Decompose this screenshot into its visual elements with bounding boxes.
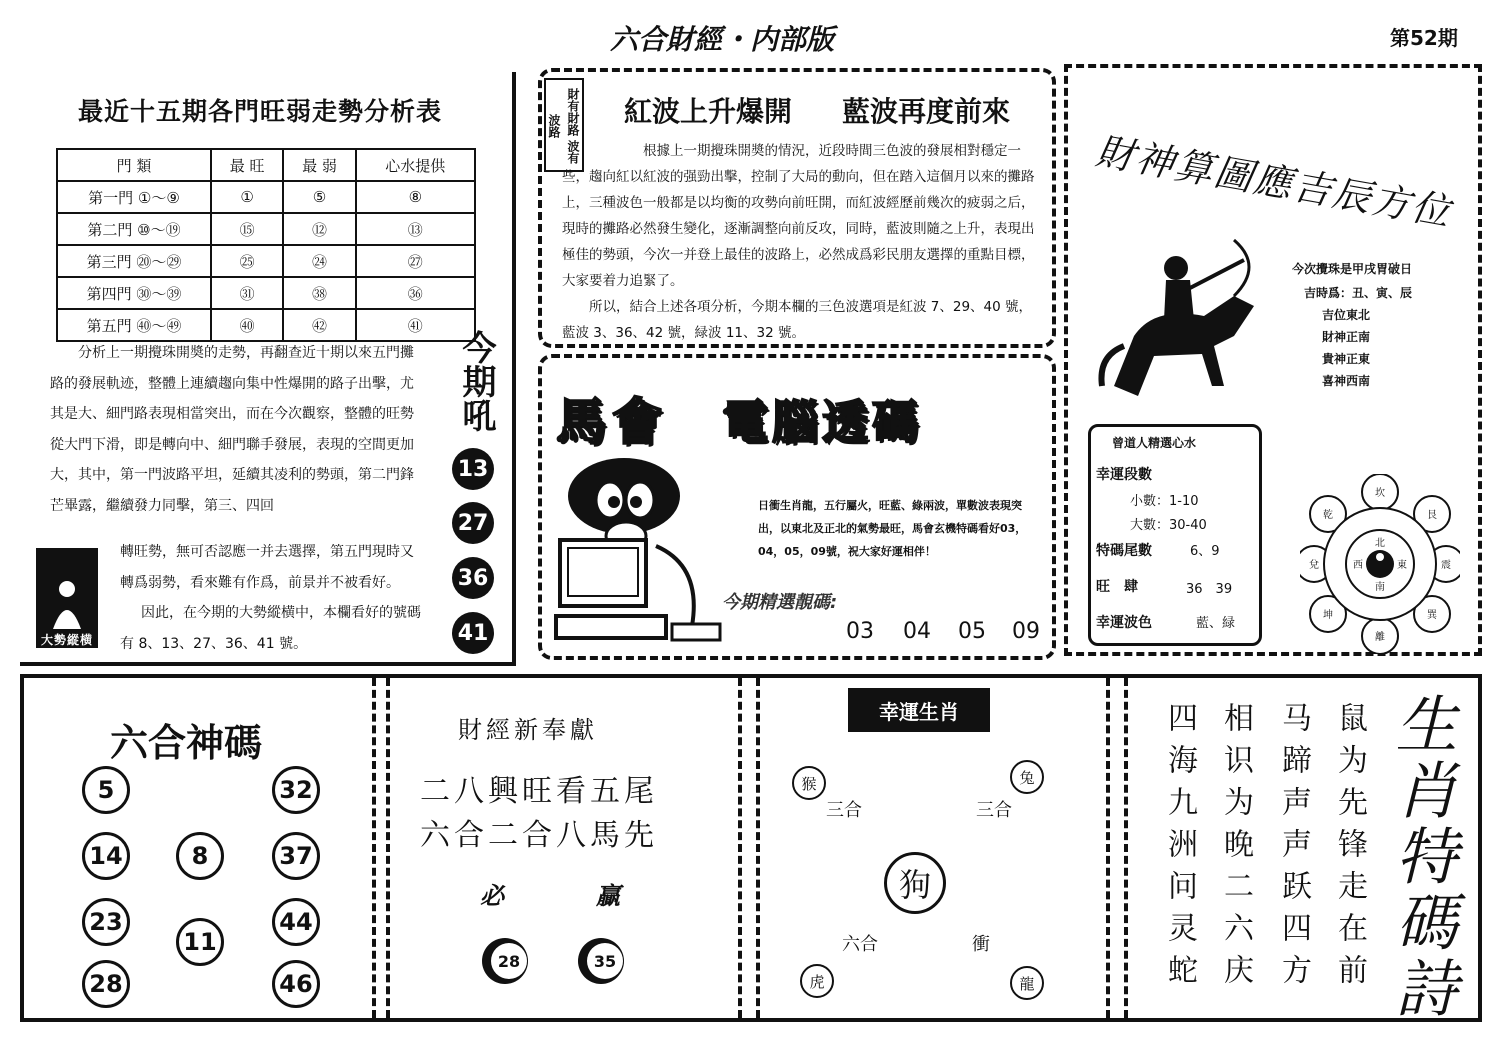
tips-lucky-section-label: 幸運段數 xyxy=(1096,467,1152,483)
shenma-number: 11 xyxy=(176,918,224,966)
wave-headline-1: 紅波上升爆開 xyxy=(624,95,793,128)
shenma-title: 六合神碼 xyxy=(110,721,263,765)
shenma-number: 28 xyxy=(82,960,130,1008)
trend-analysis-text: 分析上一期攪珠開奬的走勢，再翻查近十期以來五門攤路的發展軌迹，整體上連續趨向集中性爆開的路子出擊，尤其是大、細門路表現相當突出，而在今次觀察，整體的旺勢從大門下滑，即是轉向中、細門聯手發展，表現的空間更加大，其中，第一門波路平坦，延續其凌利的勢頭，第二門鋒芒畢露，繼續發力同擊，第三、四回 xyxy=(50,345,414,514)
tips-hot-label: 旺 肆 xyxy=(1096,579,1138,595)
table-row xyxy=(57,181,475,213)
table-cell: ㉛ xyxy=(211,277,283,309)
col-header: 門 類 xyxy=(57,149,211,181)
caijing-number-text: 35 xyxy=(587,943,623,979)
bottom-divider xyxy=(756,678,760,1018)
god-info-line: 吉位東北 xyxy=(1322,308,1371,322)
zodiac-center: 狗 xyxy=(884,852,946,914)
table-cell: 第五門 ㊵～㊾ xyxy=(57,309,211,341)
table-cell: ㊳ xyxy=(283,277,355,309)
caijing-number xyxy=(578,938,624,984)
computer-number: 03 xyxy=(846,619,874,644)
god-info-line: 財神正南 xyxy=(1322,330,1371,344)
trend-analysis-text-2: 轉旺勢，無可否認應一并去選擇，第五門現時又轉爲弱勢，看來難有作爲，前景并不被看好。 xyxy=(120,544,414,591)
caijing-number xyxy=(482,938,528,984)
tips-color-value: 藍、緑 xyxy=(1196,616,1236,631)
compass-petal: 震 xyxy=(1441,560,1451,571)
bottom-divider xyxy=(1106,678,1110,1018)
computer-number: 09 xyxy=(1012,619,1040,644)
shout-number: 27 xyxy=(452,502,494,544)
shenma-number: 14 xyxy=(82,832,130,880)
table-cell: ㊱ xyxy=(356,277,475,309)
tips-title: 曾道人精選心水 xyxy=(1112,436,1197,450)
zodiac-rabbit: 兔 xyxy=(1010,760,1044,794)
col-header: 最 旺 xyxy=(211,149,283,181)
poem-column: 马蹄声声跃四方 xyxy=(1276,702,1311,996)
compass-petal: 兌 xyxy=(1309,560,1319,571)
tips-tail-value: 6、9 xyxy=(1190,544,1220,559)
compass-center-label: 西 xyxy=(1353,560,1363,571)
caijing-bi-label: 必 xyxy=(480,882,504,910)
trend-stamp-text: 大勢縱横 xyxy=(40,633,93,647)
table-row xyxy=(57,213,475,245)
compass-center-label: 南 xyxy=(1375,582,1385,593)
poem-column: 鼠为先锋走在前 xyxy=(1332,702,1367,996)
god-info-line: 吉時爲：丑、寅、辰 xyxy=(1304,286,1413,300)
zodiac-dragon: 龍 xyxy=(1010,966,1044,1000)
buddha-icon xyxy=(47,577,87,631)
shout-number: 41 xyxy=(452,612,494,654)
computer-text: 日衝生肖龍，五行屬火，旺藍、綠兩波，單數波表現突出，以東北及正北的氣勢最旺，馬會玄機特碼看好03，04，05，09號，祝大家好運相伴！ xyxy=(758,499,1027,558)
trend-conclusion-text: 因此，在今期的大勢縱横中，本欄看好的號碼有 8、13、27、36、41 號。 xyxy=(120,605,421,652)
table-cell: ⑮ xyxy=(211,213,283,245)
table-cell: ㉗ xyxy=(356,245,475,277)
tips-small-numbers: 小數：1-10 xyxy=(1130,494,1199,509)
shout-title: 今期吼 xyxy=(456,330,496,432)
table-cell: ㊶ xyxy=(356,309,475,341)
table-cell: ⑫ xyxy=(283,213,355,245)
horseman-archer-illustration xyxy=(1094,236,1274,406)
compass-petal: 乾 xyxy=(1323,510,1333,521)
table-cell: ㊵ xyxy=(211,309,283,341)
caijing-line-2: 六合二合八馬先 xyxy=(420,818,658,853)
compass-petal: 艮 xyxy=(1427,510,1437,521)
bottom-divider xyxy=(738,678,742,1018)
poem-column: 四海九洲问灵蛇 xyxy=(1162,702,1197,996)
shout-number: 36 xyxy=(452,557,494,599)
god-info-title: 今次攪珠是甲戌胃破日 xyxy=(1292,262,1413,276)
table-cell: ㉔ xyxy=(283,245,355,277)
table-cell: 第一門 ①～⑨ xyxy=(57,181,211,213)
table-cell: ㊷ xyxy=(283,309,355,341)
wave-headline-2: 藍波再度前來 xyxy=(842,95,1011,128)
caijing-title: 財經新奉獻 xyxy=(458,716,598,744)
trend-stamp-image xyxy=(36,548,98,648)
shenma-number: 37 xyxy=(272,832,320,880)
shenma-number: 32 xyxy=(272,766,320,814)
poem-column: 相识为晚二六庆 xyxy=(1218,702,1253,996)
col-header: 最 弱 xyxy=(283,149,355,181)
compass-petal: 離 xyxy=(1375,632,1385,643)
trend-table xyxy=(56,148,476,342)
issue-number: 第52期 xyxy=(1390,26,1458,50)
table-row xyxy=(57,245,475,277)
wave-analysis-text: 根據上一期攪珠開奬的情況，近段時間三色波的發展相對穩定一些，趨向紅以紅波的强勁出擊，控制了大局的動向，但在踏入這個月以來的攤路上，三種波色一般都是以均衡的攻勢向前旺開，而紅波經歷前幾次的疲弱之后，現時的攤路必然發生變化，逐漸調整向前反攻，同時，藍波則隨之上升，表現出極佳的勢頭，今次一并登上最佳的波路上，必然成爲彩民朋友選擇的重點目標，大家要着力追緊了。 xyxy=(562,143,1035,289)
compass-center-label: 北 xyxy=(1375,538,1385,549)
bagua-compass xyxy=(1300,474,1460,654)
caijing-line-1: 二八興旺看五尾 xyxy=(420,774,658,809)
bottom-divider xyxy=(386,678,390,1018)
table-cell: 第三門 ⑳～㉙ xyxy=(57,245,211,277)
zodiac-sanhe-right: 三合 xyxy=(976,800,1012,821)
zodiac-title: 幸運生肖 xyxy=(848,688,990,732)
computer-brand: 馬會 xyxy=(556,392,668,451)
compass-petal: 巽 xyxy=(1427,610,1437,621)
newspaper-title: 六合財經・内部版 xyxy=(610,23,835,56)
tips-tail-label: 特碼尾數 xyxy=(1096,543,1152,559)
mascot-computer-illustration xyxy=(552,456,722,646)
table-cell: ㉕ xyxy=(211,245,283,277)
tips-color-label: 幸運波色 xyxy=(1096,615,1152,631)
god-info-line: 貴神正東 xyxy=(1322,352,1371,366)
wave-side-label: 財有財路 波有波路 xyxy=(544,78,584,172)
zodiac-liuhe: 六合 xyxy=(842,934,878,955)
computer-caption: 今期精選靚碼: xyxy=(722,592,838,613)
tips-big-numbers: 大數：30-40 xyxy=(1130,518,1207,533)
zodiac-chong: 衝 xyxy=(972,934,990,955)
shenma-number: 8 xyxy=(176,832,224,880)
shenma-number: 5 xyxy=(82,766,130,814)
shenma-number: 44 xyxy=(272,898,320,946)
trend-title: 最近十五期各門旺弱走勢分析表 xyxy=(78,97,443,126)
god-title: 財神算圖應吉辰方位 xyxy=(1092,128,1455,235)
tips-hot-value: 36 39 xyxy=(1186,582,1233,597)
bottom-divider xyxy=(1124,678,1128,1018)
table-row xyxy=(57,309,475,341)
computer-number: 04 xyxy=(903,619,931,644)
zodiac-tiger: 虎 xyxy=(800,964,834,998)
zodiac-monkey: 猴 xyxy=(792,766,826,800)
shenma-number: 46 xyxy=(272,960,320,1008)
shenma-number: 23 xyxy=(82,898,130,946)
caijing-number-text: 28 xyxy=(491,943,527,979)
table-cell: ⑤ xyxy=(283,181,355,213)
god-info-line: 喜神西南 xyxy=(1322,374,1371,388)
table-row xyxy=(57,277,475,309)
table-cell: ① xyxy=(211,181,283,213)
table-header-row xyxy=(57,149,475,181)
computer-title: 電腦透碼 xyxy=(722,395,922,449)
zodiac-sanhe-left: 三合 xyxy=(826,800,862,821)
bottom-divider xyxy=(372,678,376,1018)
table-cell: ⑧ xyxy=(356,181,475,213)
table-cell: ⑬ xyxy=(356,213,475,245)
wave-conclusion-text: 所以，結合上述各項分析，今期本欄的三色波選項是紅波 7、29、40 號，藍波 3、36、42 號，緑波 11、32 號。 xyxy=(562,299,1033,341)
table-cell: 第二門 ⑩～⑲ xyxy=(57,213,211,245)
computer-number: 05 xyxy=(958,619,986,644)
caijing-ying-label: 贏 xyxy=(596,882,620,910)
table-cell: 第四門 ㉚～㊴ xyxy=(57,277,211,309)
compass-petal: 坤 xyxy=(1323,610,1333,621)
shout-number: 13 xyxy=(452,448,494,490)
poem-title: 生肖特碼詩 xyxy=(1385,692,1458,1022)
compass-petal: 坎 xyxy=(1375,488,1385,499)
compass-center-label: 東 xyxy=(1397,560,1407,571)
col-header: 心水提供 xyxy=(356,149,475,181)
